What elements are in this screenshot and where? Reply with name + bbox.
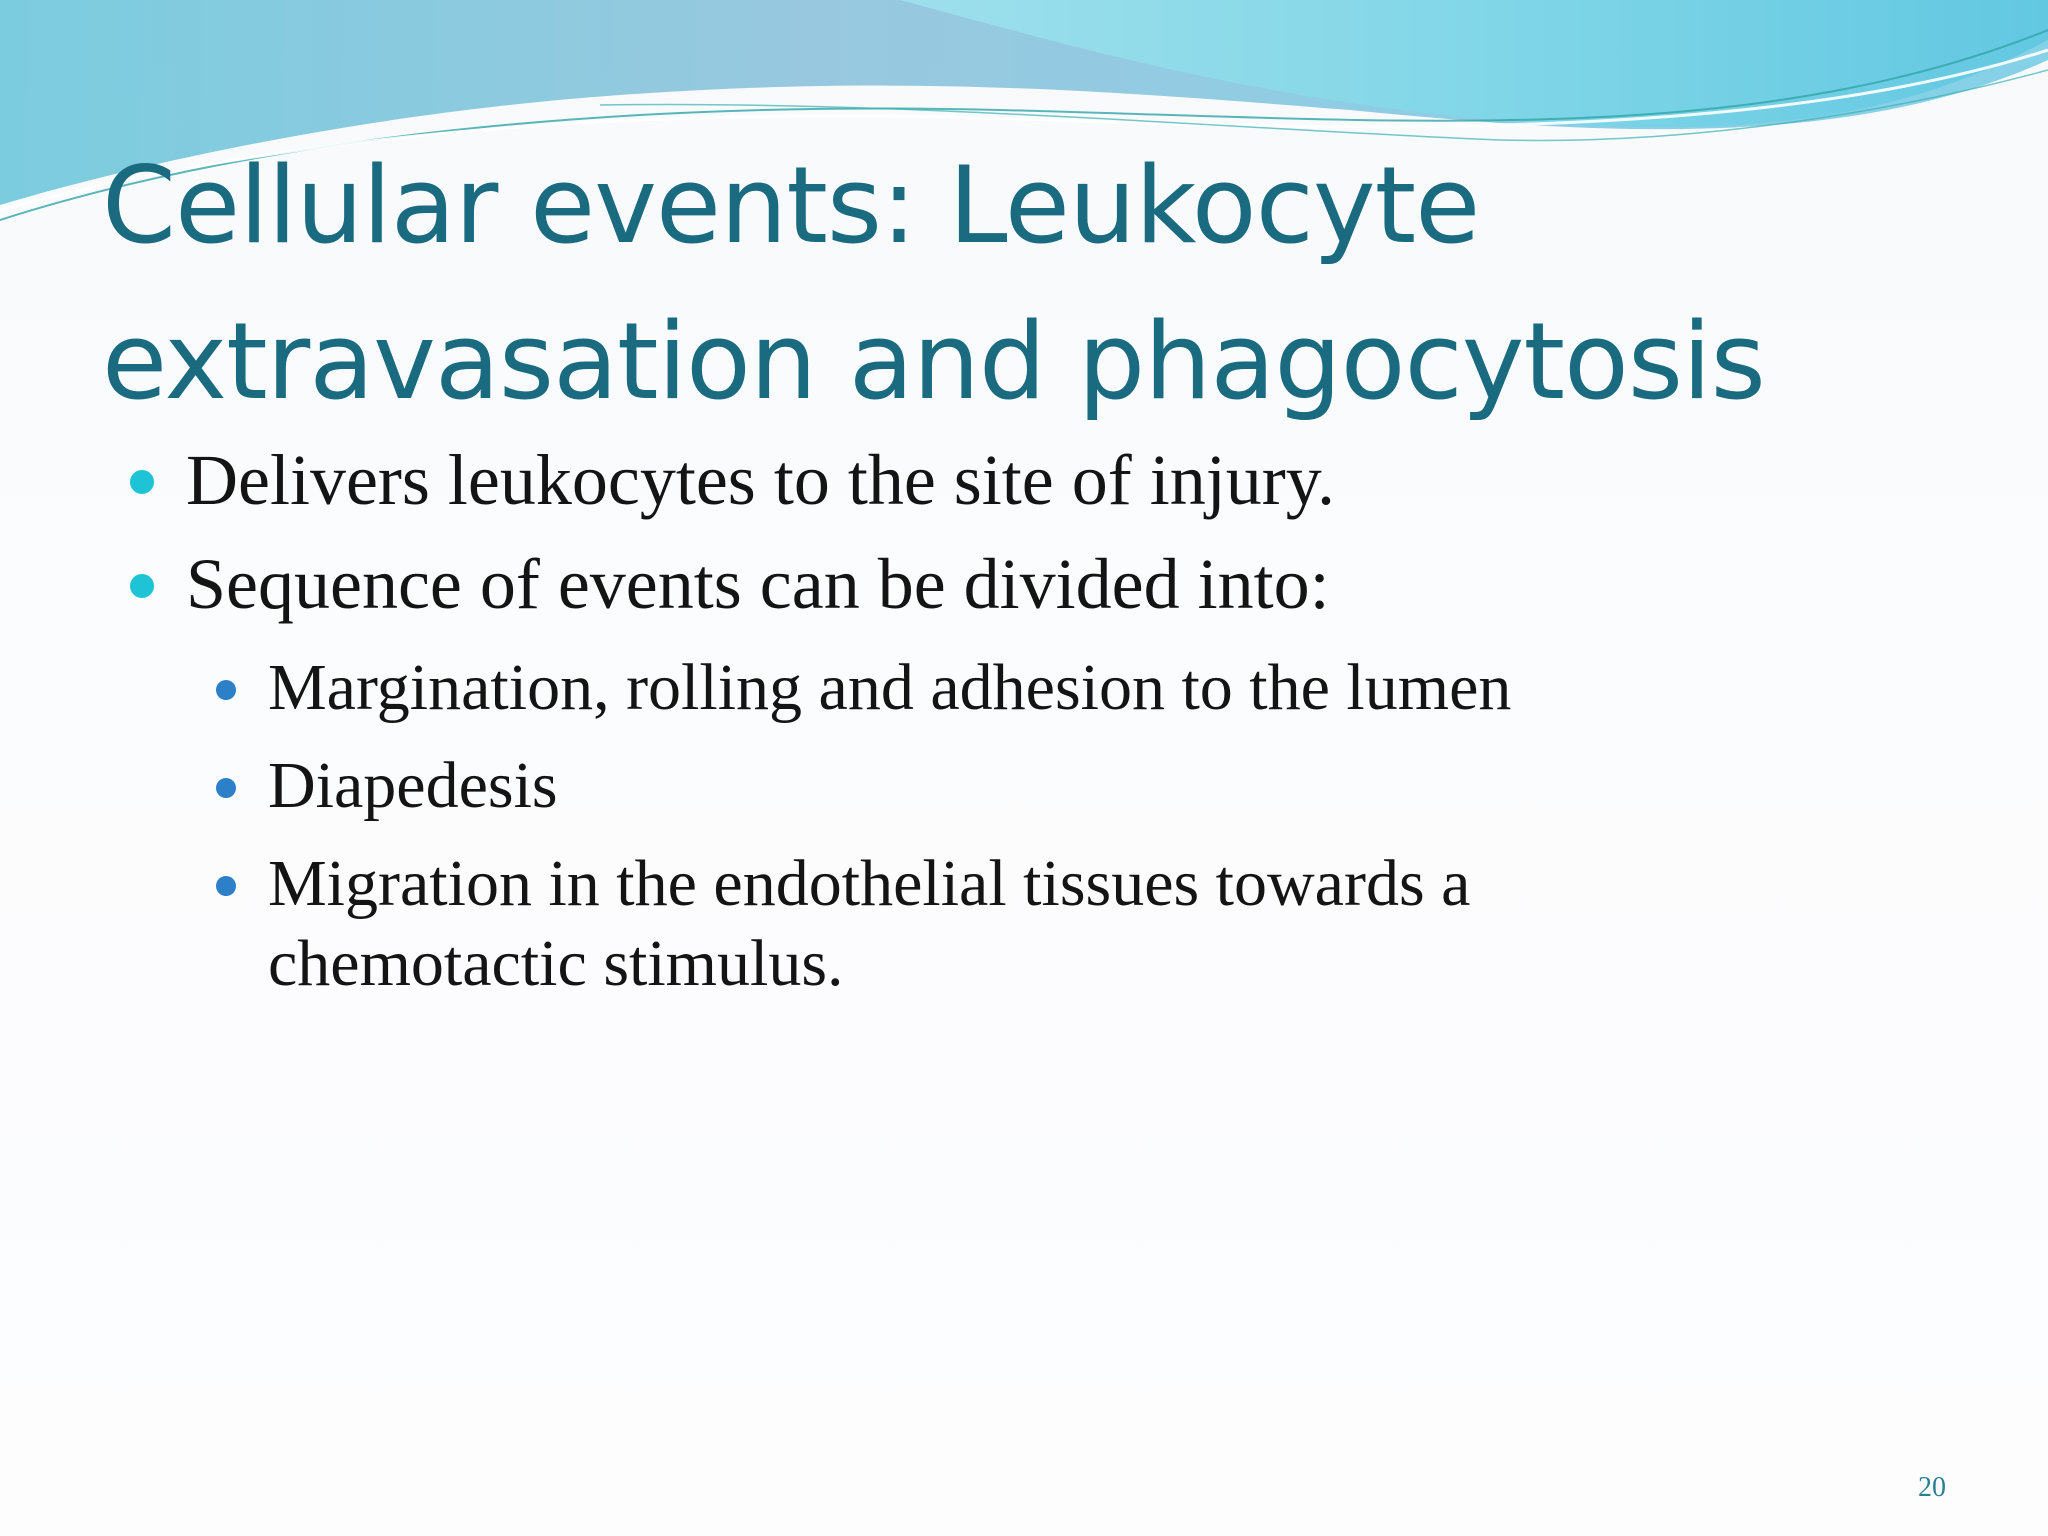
sub-bullet-item [268,746,558,826]
slide-title-line-1: Cellular events: Leukocyte [102,144,1480,267]
sub-bullet-dot-icon [216,680,236,700]
page-number: 20 [1918,1472,1946,1503]
slide-title [102,128,1922,440]
bullet-text: Delivers leukocytes to the site of injury. [186,440,1336,520]
bullet-item [186,544,1330,624]
sub-bullet-item [268,844,1470,1004]
sub-bullet-dot-icon [216,778,236,798]
sub-bullet-dot-icon [216,876,236,896]
bullet-dot-icon [130,574,154,598]
sub-bullet-text-line-1: Migration in the endothelial tissues towards a [268,847,1471,920]
sub-bullet-text-line-2: chemotactic stimulus. [268,927,844,1000]
bullet-text: Sequence of events can be divided into: [186,544,1330,624]
sub-bullet-item [268,648,1511,728]
bullet-dot-icon [130,470,154,494]
slide-title-line-2: extravasation and phagocytosis [102,300,1765,423]
bullet-item [186,440,1335,520]
sub-bullet-text: Margination, rolling and adhesion to the lumen [268,651,1512,724]
sub-bullet-text: Diapedesis [268,749,558,822]
